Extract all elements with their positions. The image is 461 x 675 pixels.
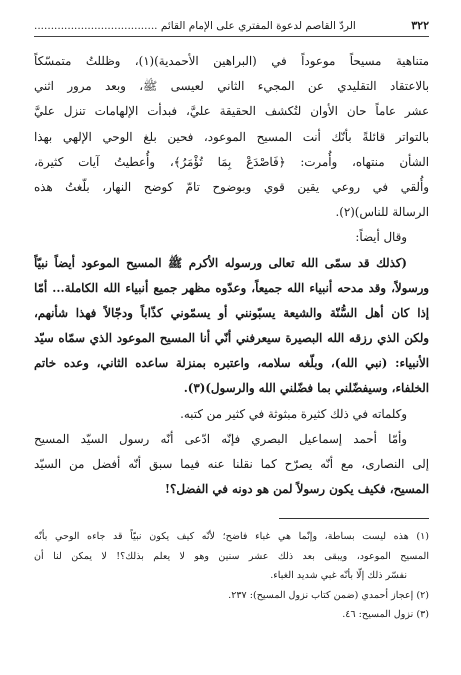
page-header xyxy=(34,18,429,37)
text-line: ولكن الذي رزقه الله البصيرة سيعرفني أنّي أنا المسيح الموعود الذي سمّاه سيّد xyxy=(34,331,429,346)
text-line: وأمّا أحمد إسماعيل البصري فإنّه ادّعى أنّه رسول السيّد المسيح xyxy=(34,431,407,446)
text-line: وكلماته في ذلك كثيرة مبثوثة في كثير من كتبه. xyxy=(180,406,407,421)
footnote-line: نفسّر ذلك إلّا بأنّه غبي شديد الغباء. xyxy=(270,570,407,582)
footnotes xyxy=(34,527,429,625)
footnote-divider xyxy=(279,518,429,519)
running-title-text: الردّ القاصم لدعوة المفتري على الإمام القائم xyxy=(160,20,356,32)
text-line: الأنبياء: (نبي الله)، وبلّغه سلامه، واعتبره بمنزلة ساعده الثاني، وعده خاتم xyxy=(34,356,429,371)
text-line: متناهية مسيحاً موعوداً في (البراهين الأحمدية)(١)، وظللتُ متمسّكاً xyxy=(34,54,429,68)
text-line: وأُلقي في روعي يقين قوي وبوضوح تامّ كوضح النهار، بلّغتُ هذه xyxy=(34,179,429,194)
text-line: الرسالة للناس)(٢). xyxy=(335,205,429,220)
text-line: (كذلك قد سمّى الله تعالى ورسوله الأكرم ﷺ المسيح الموعود أيضاً نبيّاً xyxy=(34,255,407,270)
text-line: الشأن منتهاه، وأُمرت: ﴿فَاصْدَعْ بِمَا تُؤْمَرُ﴾، وأُعطيتُ آيات كثيرة، xyxy=(34,154,429,169)
text-line: ورسولاً، وقد مدحه أنبياء الله جميعاً، وعدّوه مظهر جميع أنبياء الله الكاملة... أمّا xyxy=(34,280,429,295)
footnote-line: المسيح الموعود، ويبقى بعد ذلك عشر سنين وهو لا يعلم بذلك؟! لا يمكن لنا أن xyxy=(34,550,429,562)
text-line: المسيح، فكيف يكون رسولاً لمن هو دونه في الفضل؟! xyxy=(164,482,429,497)
text-line: عشر عاماً حان الأوان لتُكشف الحقيقة عليَّ، فبدأت الإلهامات تنزل عليَّ xyxy=(34,104,429,119)
page-number: ٣٢٢ xyxy=(411,19,429,32)
footnote-line: (٣) نزول المسيح: ٤٦. xyxy=(342,609,429,621)
main-text xyxy=(34,49,429,502)
text-line: إذا كان أهل السُّنّة والشيعة يسبّونني أو يسمّوني كذّاباً ودجّالاً فهذا شأنهم، xyxy=(34,305,429,320)
text-line: الخلفاء، وسيفضّلني بما فضّلني الله والرسول)(٣). xyxy=(183,381,429,396)
footnote-line: (٢) إعجاز أحمدي (ضمن كتاب نزول المسيح): ٢٣٧. xyxy=(228,589,429,601)
footnote-line: (١) هذه ليست بساطة، وإنّما هي غباء فاضح؛ لأنّه كيف يكون نبيّاً قد جاءه الوحي بأنّه xyxy=(34,531,429,543)
text-line: إلى النصارى، مع أنّه يصرّح كما نقلنا عنه فيما سبق أنّه أفضل من السيّد xyxy=(34,457,429,471)
running-title xyxy=(34,18,356,34)
running-title-dots: ..................................... xyxy=(34,20,158,32)
text-line: بالتواتر قائلةً بأنّك أنت المسيح الموعود، فحين بلغ الوحي الإلهي بهذا xyxy=(34,129,429,144)
book-page xyxy=(34,18,429,668)
text-line: وقال أيضاً: xyxy=(355,230,407,245)
text-line: بالاعتقاد التقليدي عن المجيء الثاني لعيسى ﷺ، وبعد مرور اثني xyxy=(34,79,429,94)
